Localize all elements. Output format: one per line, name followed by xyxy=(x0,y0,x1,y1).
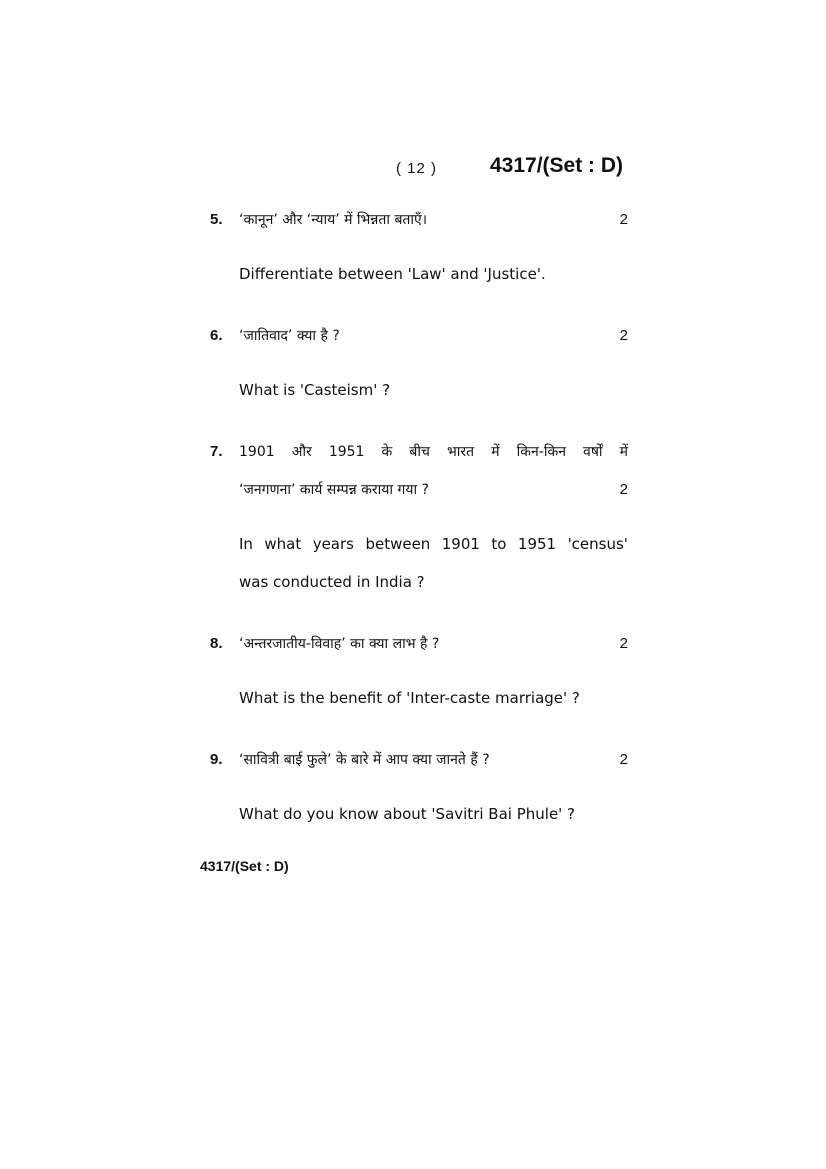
word: भारत xyxy=(446,444,475,460)
question-text-english-line-2: was conducted in India ? xyxy=(239,573,425,591)
word: 1951 xyxy=(517,535,557,553)
question-text-english: What do you know about 'Savitri Bai Phule' ? xyxy=(239,805,576,823)
question-text-hindi-line-2: ‘जनगणना’ कार्य सम्पन्न कराया गया ? xyxy=(239,482,429,498)
question-text-english-line-1 xyxy=(239,533,628,555)
word: years xyxy=(312,535,354,553)
question-text-hindi: ‘जातिवाद’ क्या है ? xyxy=(239,328,340,344)
question-text-english: What is 'Casteism' ? xyxy=(239,381,391,399)
word: 1951 xyxy=(328,444,365,460)
word: के xyxy=(381,444,393,460)
question-marks: 2 xyxy=(619,211,628,228)
word: 1901 xyxy=(239,444,275,460)
word: किन-किन xyxy=(516,444,566,460)
word: में xyxy=(619,444,628,460)
word: 1901 xyxy=(441,535,480,553)
paper-code-header: 4317/(Set : D) xyxy=(490,154,624,177)
word: 'census' xyxy=(567,535,628,553)
word: to xyxy=(491,535,507,553)
paper-code-footer: 4317/(Set : D) xyxy=(200,858,289,874)
question-number: 6. xyxy=(210,327,223,344)
question-number: 5. xyxy=(210,211,223,228)
question-marks: 2 xyxy=(619,635,628,652)
question-marks: 2 xyxy=(619,481,628,498)
question-text-hindi: ‘सावित्री बाई फुले’ के बारे में आप क्या जानते हैं ? xyxy=(239,752,490,768)
question-number: 9. xyxy=(210,751,223,768)
word: बीच xyxy=(409,444,430,460)
word: में xyxy=(491,444,500,460)
question-text-hindi: ‘अन्तरजातीय-विवाह’ का क्या लाभ है ? xyxy=(239,636,440,652)
question-text-english: What is the benefit of 'Inter-caste marriage' ? xyxy=(239,689,580,707)
question-text-hindi: ‘कानून’ और ‘न्याय’ में भिन्नता बताएँ। xyxy=(239,212,428,228)
page-number: ( 12 ) xyxy=(396,160,438,177)
word: what xyxy=(264,535,302,553)
question-text-english: Differentiate between 'Law' and 'Justice'. xyxy=(239,265,546,283)
question-number: 8. xyxy=(210,635,223,652)
question-marks: 2 xyxy=(619,327,628,344)
question-text-hindi-line-1 xyxy=(239,441,628,463)
question-number: 7. xyxy=(210,443,223,460)
word: In xyxy=(239,535,253,553)
word: और xyxy=(291,444,312,460)
question-marks: 2 xyxy=(619,751,628,768)
word: वर्षों xyxy=(583,444,603,460)
word: between xyxy=(365,535,431,553)
